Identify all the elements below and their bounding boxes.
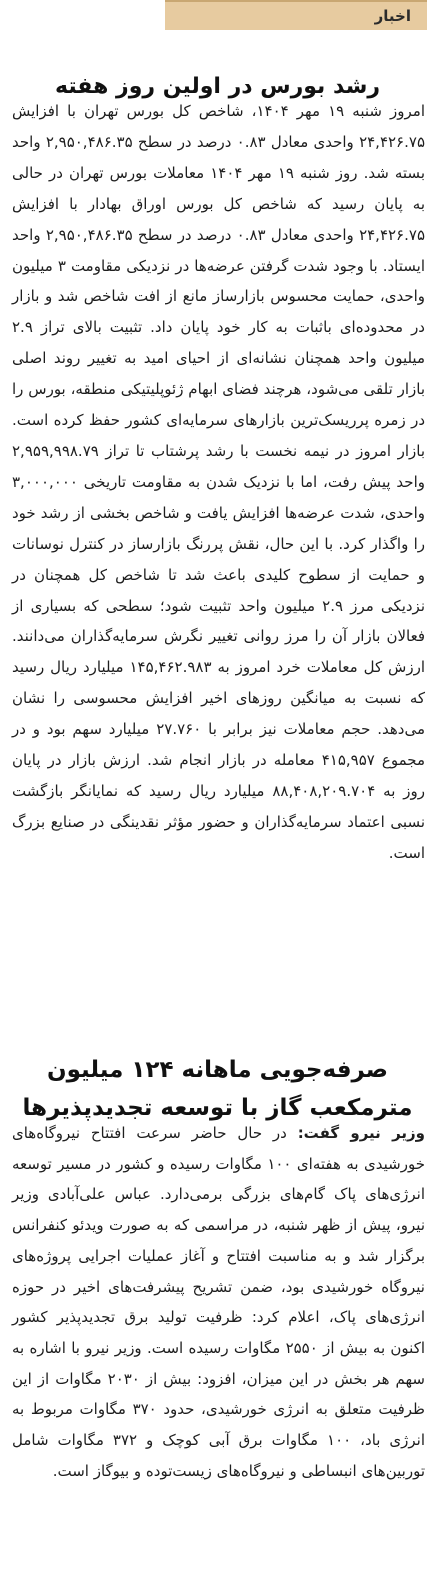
article-1-body <box>12 96 425 869</box>
article-1-headline: رشد بورس در اولین روز هفته <box>54 73 380 99</box>
article-2-body <box>12 1118 425 1486</box>
section-label: اخبار <box>374 7 411 25</box>
article-2-lead: وزیر نیرو گفت: <box>297 1124 425 1142</box>
section-tab <box>165 0 427 30</box>
article-2-body-text: در حال حاضر سرعت افتتاح نیروگاه‌های خورشیدی به هفته‌ای ۱۰۰ مگاوات رسیده و کشور در مسیر توسعه انرژی‌های پاک گام‌های بزرگی برمی‌دارد. عباس علی‌آبادی وزیر نیرو، پیش از ظهر شنبه، در مراسمی که به صورت ویدئو کنفرانس برگزار شد و به مناسبت افتتاح و آغاز عملیات اجرایی پروژه‌های نیروگاه خورشیدی بود، ضمن تشریح پیشرفت‌های اخیر در حوزه انرژی‌های پاک، اعلام کرد: ظرفیت تولید برق تجدیدپذیر کشور اکنون به بیش از ۲۵۵۰ مگاوات رسیده است. وزیر نیرو با اشاره به سهم هر بخش در این میزان، افزود: بیش از ۲۰۳۰ مگاوات از این ظرفیت متعلق به انرژی خورشیدی، حدود ۳۷۰ مگاوات مربوط به انرژی باد، ۱۰۰ مگاوات برق آبی کوچک و ۳۷۲ مگاوات شامل توربین‌های انبساطی و نیروگاه‌های زیست‌توده و بیوگاز است. <box>12 1124 425 1480</box>
article-2-headline: صرفه‌جویی ماهانه ۱۲۴ میلیون مترمکعب گاز با توسعه تجدیدپذیرها <box>22 1057 413 1122</box>
article-1-body-text: امروز شنبه ۱۹ مهر ۱۴۰۴، شاخص کل بورس تهران با افزایش ۲۴,۴۲۶.۷۵ واحدی معادل ۰.۸۳ درصد در سطح ۲,۹۵۰,۴۸۶.۳۵ واحد بسته شد. روز شنبه ۱۹ مهر ۱۴۰۴ معاملات بورس تهران در حالی به پایان رسید که شاخص کل بورس اوراق بهادار با افزایش ۲۴,۴۲۶.۷۵ واحدی معادل ۰.۸۳ درصد در سطح ۲,۹۵۰,۴۸۶.۳۵ واحد ایستاد. با وجود شدت گرفتن عرضه‌ها در نزدیکی مقاومت ۳ میلیون واحدی، حمایت محسوس بازارساز مانع از افت شاخص شد و بازار در محدوده‌ای باثبات به کار خود پایان داد. تثبیت بالای تراز ۲.۹ میلیون واحد همچنان نشانه‌ای از احیای امید به تغییر روند اصلی بازار تلقی می‌شود، هرچند فضای ابهام ژئوپلیتیکی منطقه، بورس را در زمره پرریسک‌ترین بازارهای سرمایه‌ای کشور حفظ کرده است. بازار امروز در نیمه نخست با رشد پرشتاب تا تراز ۲,۹۵۹,۹۹۸.۷۹ واحد پیش رفت، اما با نزدیک شدن به مقاومت تاریخی ۳,۰۰۰,۰۰۰ واحدی، شدت عرضه‌ها افزایش یافت و شاخص بخشی از رشد خود را واگذار کرد. با این حال، نقش پررنگ بازارساز در کنترل نوسانات و حمایت از سطوح کلیدی باعث شد تا شاخص کل همچنان در نزدیکی مرز ۲.۹ میلیون واحد تثبیت شود؛ سطحی که بسیاری از فعالان بازار آن را مرز روانی تغییر نگرش سرمایه‌گذاران می‌دانند. ارزش کل معاملات خرد امروز به ۱۴۵,۴۶۲.۹۸۳ میلیارد ریال رسید که نسبت به میانگین روزهای اخیر افزایش محسوسی را نشان می‌دهد. حجم معاملات نیز برابر با ۲۷.۷۶۰ میلیارد سهم بود و در مجموع ۴۱۵,۹۵۷ معامله در بازار انجام شد. ارزش بازار در پایان روز به ۸۸,۴۰۸,۲۰۹.۷۰۴ میلیارد ریال رسید که نمایانگر بازگشت نسبی اعتماد سرمایه‌گذاران و حضور مؤثر نقدینگی در صنایع بزرگ است. <box>12 102 426 862</box>
